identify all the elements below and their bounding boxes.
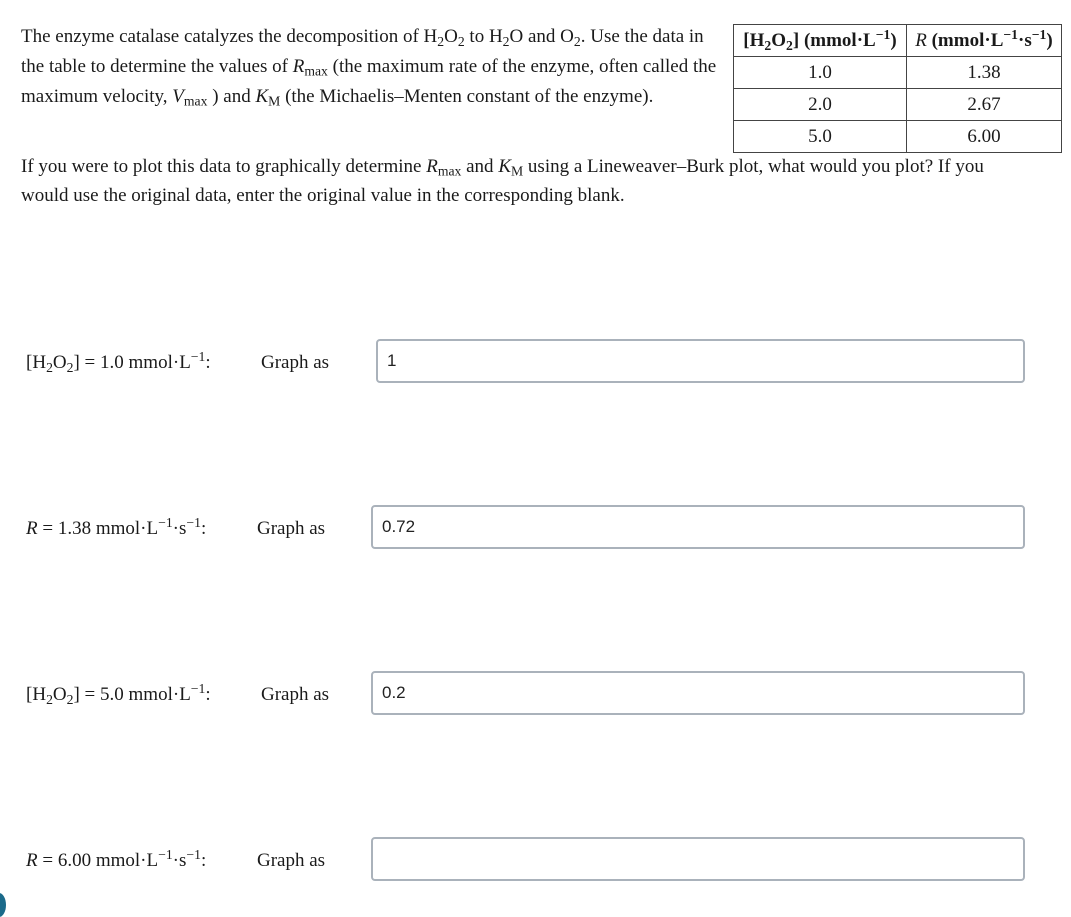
table-row [734, 89, 1062, 121]
corner-widget-icon[interactable] [0, 893, 6, 917]
answer-label: R = 1.38 $mmol\cdot L^{-1}\cdot s^{-1}$: [26, 515, 207, 539]
answer-row-conc-1 [0, 339, 1071, 387]
table-header-rate: R $(mmol\cdot L^{-1}\cdot s^{-1})$ [907, 25, 1062, 57]
answer-label: R = 6.00 $mmol\cdot L^{-1}\cdot s^{-1}$: [26, 847, 207, 871]
table-cell-rate: 2.67 [907, 89, 1062, 121]
table-row [734, 121, 1062, 153]
answer-input-4[interactable] [371, 837, 1025, 881]
answer-input-1[interactable]: 1 [376, 339, 1025, 383]
graph-as-label: Graph as [261, 352, 330, 373]
answer-label: $[H_2O_2] = 5.0$ $mmol\cdot L^{-1}$: [26, 681, 211, 707]
problem-intro: The enzyme catalase catalyzes the decomposition of $H_2O_2$ to $H_2O$ and $O_2$. Use the data in the table to determine the values of Rmax (the maximum rate of the enzyme, often called the maximum velocity, Vmax ) and KM (the Michaelis–Menten constant of the enzyme). [21, 26, 717, 109]
table-row [734, 57, 1062, 89]
graph-as-label: Graph as [257, 850, 326, 871]
table-cell-concentration: 1.0 [734, 57, 907, 89]
answer-label: $[H_2O_2] = 1.0$ $mmol\cdot L^{-1}$: [26, 349, 211, 375]
answer-input-3[interactable]: 0.2 [371, 671, 1025, 715]
answer-input-2[interactable]: 0.72 [371, 505, 1025, 549]
table-cell-concentration: 5.0 [734, 121, 907, 153]
table-cell-rate: 1.38 [907, 57, 1062, 89]
table-header-concentration: $[H_2O_2]$ $(mmol\cdot L^{-1})$ [734, 25, 907, 57]
table-cell-rate: 6.00 [907, 121, 1062, 153]
answer-row-rate-2 [0, 837, 1071, 885]
answer-row-conc-2 [0, 671, 1071, 719]
graph-as-label: Graph as [257, 518, 326, 539]
data-table [733, 24, 1062, 153]
graph-as-label: Graph as [261, 684, 330, 705]
answer-row-rate-1 [0, 505, 1071, 553]
table-cell-concentration: 2.0 [734, 89, 907, 121]
question-prompt: If you were to plot this data to graphically determine Rmax and KM using a Lineweaver–Burk plot, what would you plot? If you would use the original data, enter the original value in the corresponding blank. [21, 156, 984, 206]
